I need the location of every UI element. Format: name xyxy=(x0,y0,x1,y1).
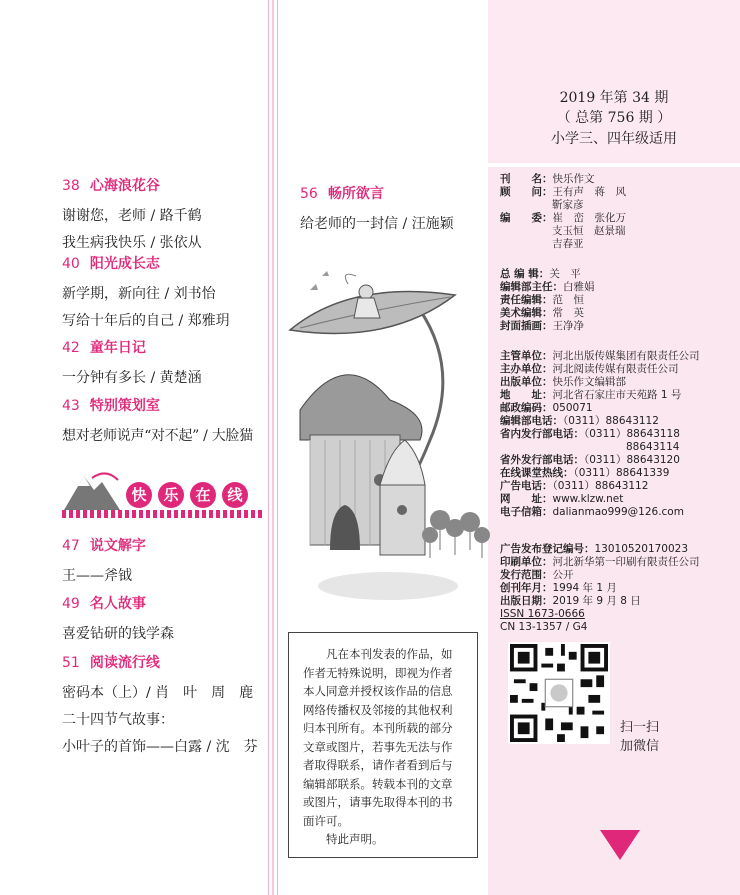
info-value: 靳家彦 xyxy=(552,199,584,211)
panel-separator xyxy=(488,163,740,167)
info-key: 出版日期： xyxy=(500,595,553,607)
registration-block xyxy=(500,543,700,634)
info-key: 出版单位： xyxy=(500,376,553,388)
notice-text: 凡在本刊发表的作品，如作者无特殊说明，即视为作者本人同意并授权该作品的信息网络传播权及邻接的其他权利归本刊所有。本刊所载的部分文章或图片，若事先无法与作者取得联系，请作者看到后与编辑部联系。转载本刊的文章或图片，请事先取得本刊的书面许可。 xyxy=(303,647,453,828)
info-value: 常 英 xyxy=(552,307,584,319)
mountain-icon xyxy=(62,470,122,512)
toc-entry[interactable]: 给老师的一封信 / 汪施颖 xyxy=(300,216,454,232)
info-value: 范 恒 xyxy=(552,294,584,306)
info-key: 地 址： xyxy=(500,389,553,401)
total-issue: （ 总第 756 期 ） xyxy=(556,110,672,126)
toc-entry[interactable]: 密码本（上）/ 肖 叶 周 鹿 xyxy=(62,685,254,701)
info-key: 编辑部电话： xyxy=(500,415,563,427)
toc-entry[interactable]: 我生病我快乐 / 张依从 xyxy=(62,235,202,251)
publisher-block xyxy=(500,350,700,519)
info-value: （0311）88643112 xyxy=(563,415,659,427)
info-key: 省内发行部电话： xyxy=(500,428,584,440)
toc-entry[interactable]: 谢谢您，老师 / 路千鹤 xyxy=(62,208,202,224)
info-value: 王有声 蒋 风 xyxy=(552,186,626,198)
info-value: 崔 峦 张化万 xyxy=(552,212,626,224)
scan-label: 扫一扫 xyxy=(620,720,660,735)
section-title[interactable]: 38 心海浪花谷 xyxy=(62,178,160,194)
info-key: 顾 问： xyxy=(500,186,553,198)
copyright-notice xyxy=(288,632,478,858)
info-value: 吉春亚 xyxy=(552,238,584,250)
banner-dots xyxy=(62,510,262,518)
info-value: （0311）88641339 xyxy=(573,467,670,479)
toc-section-6 xyxy=(62,593,267,643)
info-key: 发行范围： xyxy=(500,569,553,581)
toc-entry[interactable]: 新学期，新向往 / 刘书怡 xyxy=(62,286,216,302)
issue-number: 2019 年第 34 期 xyxy=(559,90,669,106)
info-value: 1994 年 1 月 xyxy=(552,582,617,594)
info-value: 88643114 xyxy=(626,441,680,453)
section-title[interactable]: 49 名人故事 xyxy=(62,596,146,612)
mushroom-house-illustration xyxy=(270,250,490,620)
info-key: 总 编 辑： xyxy=(500,268,550,280)
info-value: 河北出版传媒集团有限责任公司 xyxy=(552,350,700,362)
info-key: 编 委： xyxy=(500,212,553,224)
pink-arrow xyxy=(600,830,640,860)
grade-level: 小学三、四年级适用 xyxy=(551,131,677,147)
info-key: 电子信箱： xyxy=(500,506,553,518)
info-value: 快乐作文 xyxy=(552,173,595,185)
info-key: 封面插画： xyxy=(500,320,553,332)
info-value: 河北阅读传媒有限责任公司 xyxy=(552,363,679,375)
toc-entry[interactable]: 王——斧钺 xyxy=(62,568,132,584)
info-key: 刊 名： xyxy=(500,173,553,185)
section-title[interactable]: 56 畅所欲言 xyxy=(300,186,384,202)
toc-entry[interactable]: 小叶子的首饰——白露 / 沈 芬 xyxy=(62,739,258,755)
banner-char: 在 xyxy=(190,482,216,508)
section-title[interactable]: 42 童年日记 xyxy=(62,340,146,356)
info-key: 创刊年月： xyxy=(500,582,553,594)
info-value: 2019 年 9 月 8 日 xyxy=(552,595,641,607)
section-title[interactable]: 47 说文解字 xyxy=(62,538,146,554)
info-key: 广告发布登记编号： xyxy=(500,543,595,555)
info-key: 邮政编码： xyxy=(500,402,553,414)
info-value: （0311）88643112 xyxy=(552,480,649,492)
toc-section-3 xyxy=(62,337,267,387)
toc-section-4 xyxy=(62,395,267,445)
toc-section-5 xyxy=(62,535,267,585)
notice-end: 特此声明。 xyxy=(303,832,384,846)
banner-char: 乐 xyxy=(158,482,184,508)
info-value: 13010520170023 xyxy=(594,543,689,555)
toc-section-7 xyxy=(62,652,267,756)
toc-section-1 xyxy=(62,175,267,252)
info-value: 关 平 xyxy=(549,268,581,280)
qr-caption xyxy=(620,716,659,754)
toc-entry[interactable]: 一分钟有多长 / 黄楚涵 xyxy=(62,370,202,386)
info-value: 白雅娟 xyxy=(563,281,595,293)
section-title[interactable]: 43 特别策划室 xyxy=(62,398,160,414)
staff-block xyxy=(500,268,595,333)
info-key: 主管单位： xyxy=(500,350,553,362)
info-value: 快乐作文编辑部 xyxy=(552,376,626,388)
info-value: （0311）88643120 xyxy=(584,454,680,466)
info-value: （0311）88643118 xyxy=(584,428,680,440)
info-key: 责任编辑： xyxy=(500,294,553,306)
info-key: 编辑部主任： xyxy=(500,281,563,293)
info-value: 王净净 xyxy=(552,320,584,332)
website-link[interactable]: www.klzw.net xyxy=(552,493,624,505)
section-title[interactable]: 40 阳光成长志 xyxy=(62,256,160,272)
happy-online-banner xyxy=(62,470,262,522)
info-key: 美术编辑： xyxy=(500,307,553,319)
info-value: 河北新华第一印刷有限责任公司 xyxy=(552,556,700,568)
toc-section-mid xyxy=(300,183,480,233)
toc-entry[interactable]: 二十四节气故事： xyxy=(62,712,174,728)
toc-section-2 xyxy=(62,253,267,330)
issn: ISSN 1673-0666 xyxy=(500,608,585,620)
info-key: 印刷单位： xyxy=(500,556,553,568)
info-value: 公开 xyxy=(552,569,574,581)
email-link[interactable]: dalianmao999@126.com xyxy=(552,506,684,518)
wechat-label: 加微信 xyxy=(620,739,660,754)
banner-char: 线 xyxy=(222,482,248,508)
toc-entry[interactable]: 想对老师说声“对不起” / 大脸猫 xyxy=(62,428,253,444)
info-value: 河北省石家庄市天苑路 1 号 xyxy=(552,389,682,401)
info-value: 支玉恒 赵景瑞 xyxy=(552,225,626,237)
info-key: 广告电话： xyxy=(500,480,553,492)
qr-code-icon[interactable] xyxy=(508,642,610,744)
banner-char: 快 xyxy=(126,482,152,508)
masthead-block xyxy=(500,173,626,251)
cn-number: CN 13-1357 / G4 xyxy=(500,621,588,633)
info-value: 050071 xyxy=(552,402,593,414)
toc-entry[interactable]: 喜爱钻研的钱学森 xyxy=(62,626,174,642)
info-key: 主办单位： xyxy=(500,363,553,375)
info-key: 省外发行部电话： xyxy=(500,454,584,466)
info-key: 网 址： xyxy=(500,493,553,505)
toc-entry[interactable]: 写给十年后的自己 / 郑雅玥 xyxy=(62,313,230,329)
section-title[interactable]: 51 阅读流行线 xyxy=(62,655,160,671)
info-key: 在线课堂热线： xyxy=(500,467,574,479)
